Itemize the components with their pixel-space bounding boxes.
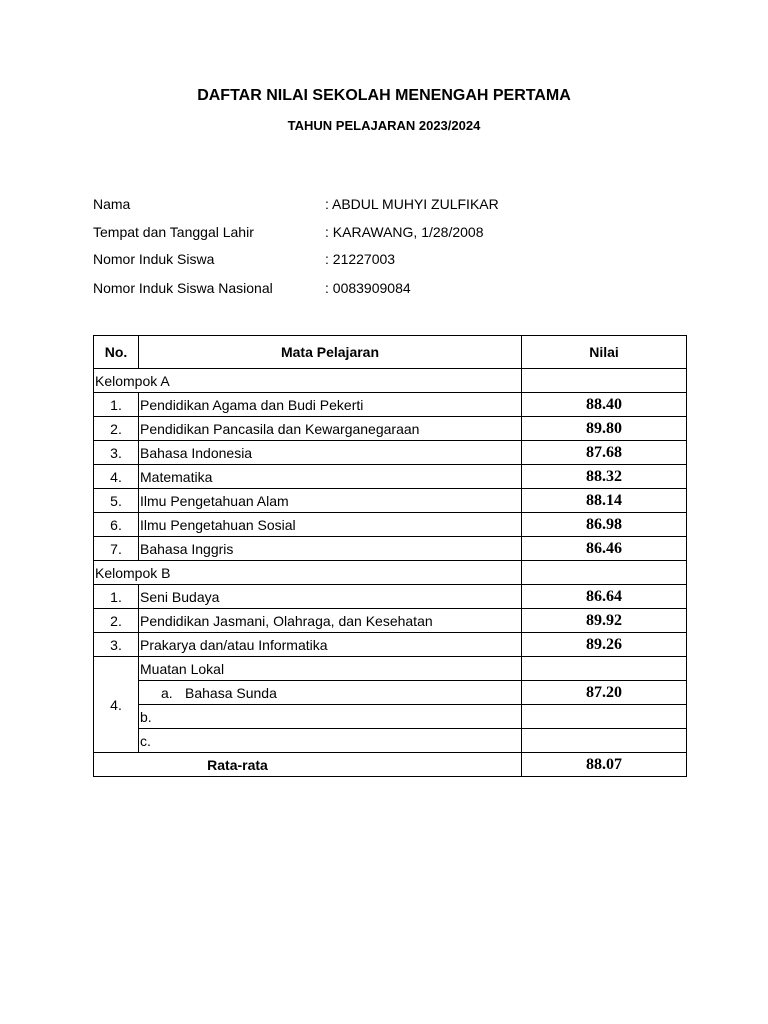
info-value: : ABDUL MUHYI ZULFIKAR [325, 196, 499, 212]
info-value: : 0083909084 [325, 280, 411, 296]
average-label: Rata-rata [94, 753, 522, 777]
table-row [94, 537, 687, 561]
info-value: : KARAWANG, 1/28/2008 [325, 224, 484, 240]
row-score: 89.26 [522, 633, 687, 657]
row-no: 6. [94, 513, 139, 537]
row-score: 88.14 [522, 489, 687, 513]
local-item [139, 705, 522, 729]
average-row [94, 753, 687, 777]
row-score-empty [522, 657, 687, 681]
group-score-empty [522, 561, 687, 585]
local-item [139, 681, 522, 705]
row-no: 3. [94, 633, 139, 657]
row-subject: Pendidikan Agama dan Budi Pekerti [139, 393, 522, 417]
item-subject: Bahasa Sunda [185, 684, 277, 701]
table-row [94, 417, 687, 441]
item-letter: c. [140, 732, 151, 749]
row-subject: Pendidikan Pancasila dan Kewarganegaraan [139, 417, 522, 441]
row-score: 88.32 [522, 465, 687, 489]
row-no: 4. [94, 465, 139, 489]
row-no: 1. [94, 585, 139, 609]
local-item [139, 729, 522, 753]
row-score: 89.80 [522, 417, 687, 441]
row-score: 86.98 [522, 513, 687, 537]
item-letter: a. [161, 684, 173, 701]
document-title: DAFTAR NILAI SEKOLAH MENENGAH PERTAMA [197, 87, 571, 104]
header-subject: Mata Pelajaran [139, 336, 522, 369]
table-row [94, 393, 687, 417]
group-row [94, 369, 687, 393]
row-score: 86.46 [522, 537, 687, 561]
header-score: Nilai [522, 336, 687, 369]
row-no: 1. [94, 393, 139, 417]
row-score [522, 705, 687, 729]
row-no: 7. [94, 537, 139, 561]
row-subject: Bahasa Inggris [139, 537, 522, 561]
info-label: Nomor Induk Siswa [93, 251, 215, 267]
row-score: 89.92 [522, 609, 687, 633]
row-no: 5. [94, 489, 139, 513]
row-subject: Prakarya dan/atau Informatika [139, 633, 522, 657]
table-row [94, 633, 687, 657]
row-subject: Seni Budaya [139, 585, 522, 609]
row-score: 86.64 [522, 585, 687, 609]
local-content-row [94, 657, 687, 681]
row-subject: Ilmu Pengetahuan Sosial [139, 513, 522, 537]
header-no: No. [94, 336, 139, 369]
document-subtitle: TAHUN PELAJARAN 2023/2024 [287, 118, 481, 133]
row-score [522, 729, 687, 753]
table-row [94, 585, 687, 609]
row-score: 87.20 [522, 681, 687, 705]
group-row [94, 561, 687, 585]
group-score-empty [522, 369, 687, 393]
table-row [94, 513, 687, 537]
row-subject: Matematika [139, 465, 522, 489]
info-value: : 21227003 [325, 251, 396, 267]
row-subject: Ilmu Pengetahuan Alam [139, 489, 522, 513]
row-subject: Bahasa Indonesia [139, 441, 522, 465]
row-no: 2. [94, 609, 139, 633]
group-label: Kelompok B [94, 561, 522, 585]
item-letter: b. [140, 708, 152, 725]
table-row [94, 705, 687, 729]
table-row [94, 465, 687, 489]
table-row [94, 441, 687, 465]
row-score: 87.68 [522, 441, 687, 465]
table-row [94, 489, 687, 513]
table-row [94, 681, 687, 705]
row-no: 4. [94, 657, 139, 753]
row-subject: Pendidikan Jasmani, Olahraga, dan Kesehatan [139, 609, 522, 633]
info-label: Nama [93, 196, 131, 212]
average-score: 88.07 [522, 753, 687, 777]
row-no: 3. [94, 441, 139, 465]
table-header-row [94, 336, 687, 369]
info-label: Tempat dan Tanggal Lahir [93, 224, 254, 240]
row-no: 2. [94, 417, 139, 441]
info-label: Nomor Induk Siswa Nasional [93, 280, 273, 296]
table-row [94, 729, 687, 753]
row-score: 88.40 [522, 393, 687, 417]
group-label: Kelompok A [94, 369, 522, 393]
grades-table [93, 335, 687, 777]
table-row [94, 609, 687, 633]
local-content-label: Muatan Lokal [139, 657, 522, 681]
